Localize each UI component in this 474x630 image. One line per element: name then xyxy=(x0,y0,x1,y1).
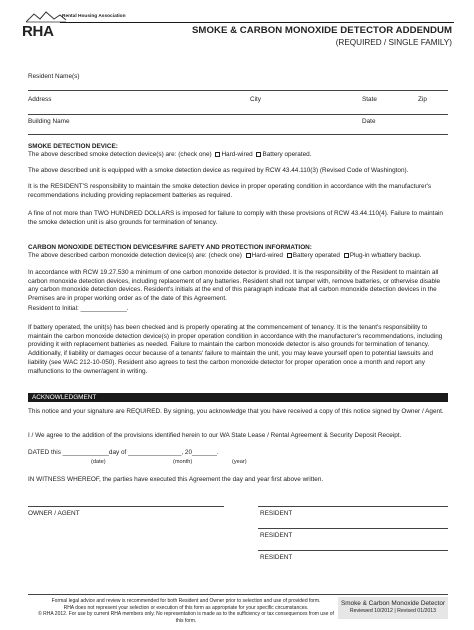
resident-3-label: RESIDENT xyxy=(260,554,293,561)
resident-names-label: Resident Name(s) xyxy=(28,73,80,80)
city-label: City xyxy=(250,96,262,103)
address-line[interactable] xyxy=(28,114,448,115)
resident-1-sign-line[interactable] xyxy=(258,506,448,507)
page-title: SMOKE & CARBON MONOXIDE DETECTOR ADDENDUM xyxy=(191,25,452,36)
smoke-battery-label: Battery operated. xyxy=(262,151,312,158)
smoke-heading: SMOKE DETECTION DEVICE: xyxy=(28,143,118,150)
logo-association: Rental Housing Association xyxy=(62,14,126,19)
acknowledgment-label: ACKNOWLEDGMENT xyxy=(32,394,97,401)
disclaimer-line-3: © RHA 2012. For use by current RHA members only. No representation is made as to the sufficiency or tax consequences from use of this form. xyxy=(38,611,334,624)
dated-sub-date: (date) xyxy=(91,459,106,465)
footer-rule xyxy=(28,594,448,595)
resident-2-sign-line[interactable] xyxy=(258,528,448,529)
header-rule xyxy=(60,22,454,23)
owner-agent-label: OWNER / AGENT xyxy=(28,510,80,517)
disclaimer-line-1: Formal legal advice and review is recommended for both Resident and Owner prior to selection and use of provided form. xyxy=(51,598,321,604)
dated-sub-month: (month) xyxy=(173,459,193,465)
dated-sub-year: (year) xyxy=(232,459,247,465)
co-type-line xyxy=(28,252,458,261)
co-heading: CARBON MONOXIDE DETECTION DEVICES/FIRE SAFETY AND PROTECTION INFORMATION: xyxy=(28,244,312,251)
footer-disclaimer xyxy=(36,598,336,624)
acknowledgment-bar xyxy=(28,393,448,402)
dated-line[interactable]: DATED this _____________day of _______________, 20_______. xyxy=(28,449,219,456)
date-label: Date xyxy=(362,118,376,125)
co-type-prefix: The above described carbon monoxide detection device(s) are: (check one) xyxy=(28,252,242,259)
building-name-line[interactable] xyxy=(28,134,448,135)
witness-paragraph: IN WITNESS WHEREOF, the parties have executed this Agreement the day and year first above written. xyxy=(28,476,324,483)
resident-names-line[interactable] xyxy=(28,90,448,91)
smoke-paragraph-4: A fine of not more than TWO HUNDRED DOLLARS is imposed for failure to comply with these provisions of RCW 43.44.110(4). Failure to maintain the smoke detection unit is also grounds for termination of tenancy. xyxy=(28,210,443,226)
smoke-battery-checkbox[interactable] xyxy=(256,152,261,157)
state-label: State xyxy=(362,96,377,103)
building-name-label: Building Name xyxy=(28,118,70,125)
smoke-hardwired-label: Hard-wired xyxy=(221,151,253,158)
co-battery-label: Battery operated xyxy=(292,252,340,259)
ack-paragraph-1: This notice and your signature are REQUIRED. By signing, you acknowledge that you have received a copy of this notice signed by Owner / Agent. xyxy=(28,408,444,415)
disclaimer-line-2: RHA does not represent your selection or execution of this form as appropriate for your specific circumstances. xyxy=(63,604,309,611)
form-revision: Reviewed 10/2012 | Revised 01/2013 xyxy=(349,608,437,614)
smoke-type-prefix: The above described smoke detection device(s) are: (check one) xyxy=(28,151,212,158)
zip-label: Zip xyxy=(418,96,427,103)
form-name: Smoke & Carbon Monoxide Detector xyxy=(340,600,446,607)
logo-text: RHA xyxy=(22,23,54,40)
co-paragraph-3: If battery operated, the unit(s) has been checked and is properly operating at the commencement of tenancy. It is the tenant's responsibility to maintain the carbon monoxide detection device(s) in proper operation condition in accordance with the manufacturer's recommendations, including providing it with replacement batteries as needed. Failure to maintain the carbon monoxide detector is also grounds for termination of tenancy. Additionally, if liability or damages occur because of a tenants' failure to maintain the unit, you may leave yourself open to potential lawsuits and liability (see WAC 212-10-050). Resident also agrees to test the carbon monoxide detector for proper operation once a month and report any malfunctions to the owner/agent in writing. xyxy=(28,324,443,375)
smoke-hardwired-checkbox[interactable] xyxy=(215,152,220,157)
co-hardwired-label: Hard-wired xyxy=(251,252,283,259)
resident-3-sign-line[interactable] xyxy=(258,550,448,551)
page-subtitle: (REQUIRED / SINGLE FAMILY) xyxy=(335,38,452,47)
co-plugin-label: Plug-in w/battery backup. xyxy=(349,252,422,259)
co-initial-line[interactable]: Resident to Initial: _____________. xyxy=(28,305,129,312)
resident-1-label: RESIDENT xyxy=(260,510,293,517)
smoke-paragraph-3: It is the RESIDENT'S responsibility to maintain the smoke detection device in proper operating condition in accordance with the manufacturer's recommendations including providing replacement batteries as required. xyxy=(28,183,432,199)
smoke-type-line xyxy=(28,151,450,160)
resident-2-label: RESIDENT xyxy=(260,532,293,539)
ack-paragraph-2: I / We agree to the addition of the provisions identified herein to our WA State Lease / Rental Agreement & Security Deposit Receipt. xyxy=(28,432,402,439)
co-paragraph-2: In accordance with RCW 19.27.530 a minimum of one carbon monoxide detector is provided. It is the responsibility of the Resident to maintain all carbon monoxide detection devices, including replacement of any batteries. Resident shall not tamper with, remove batteries, or otherwise disable any carbon monoxide detection devices. Resident's initials at the end of this paragraph indicate that all carbon monoxide detection devices in the Premises are in proper working order as of the date of this Agreement. xyxy=(28,269,441,303)
co-hardwired-checkbox[interactable] xyxy=(246,253,251,258)
form-id-box xyxy=(338,597,448,619)
owner-agent-sign-line[interactable] xyxy=(28,506,224,507)
address-label: Address xyxy=(28,96,52,103)
co-plugin-checkbox[interactable] xyxy=(344,253,349,258)
smoke-paragraph-2: The above described unit is equipped with a smoke detection device as required by RCW 43.44.110(3) (Revised Code of Washington). xyxy=(28,167,409,174)
co-battery-checkbox[interactable] xyxy=(287,253,292,258)
